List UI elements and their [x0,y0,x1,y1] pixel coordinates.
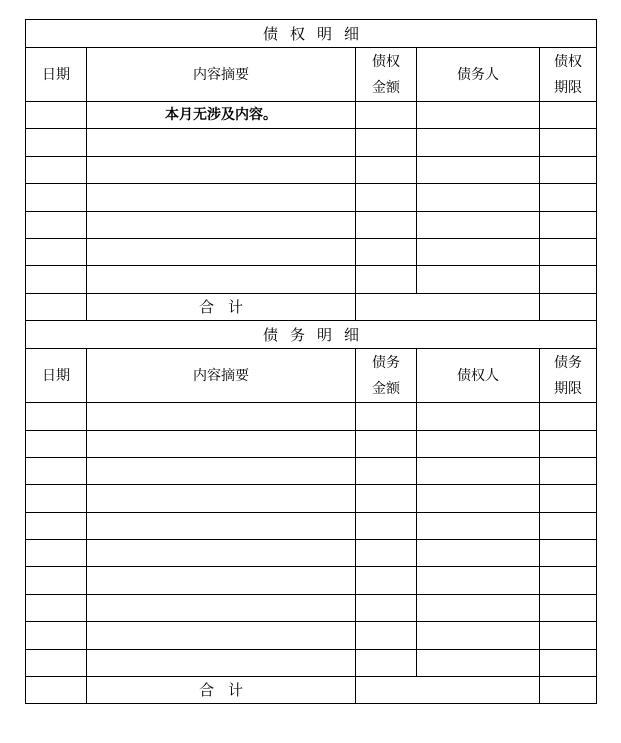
table-row [26,403,597,430]
header-term [540,349,597,403]
cell-amount [356,238,417,265]
header-term-line2: 期限 [554,380,582,397]
ledger-table [25,19,597,704]
total-term-cell [540,677,597,704]
debt-total-label: 合计 [87,677,356,704]
cell-amount [356,403,417,430]
cell-date [26,430,87,457]
cell-term [540,622,597,649]
cell-date [26,266,87,293]
cell-summary [87,622,356,649]
cell-term [540,238,597,265]
table-row [26,211,597,238]
cell-term [540,594,597,621]
table-row [26,102,597,129]
cell-term [540,184,597,211]
cell-amount [356,184,417,211]
header-date: 日期 [26,349,87,403]
cell-amount [356,129,417,156]
cell-amount [356,485,417,512]
cell-summary [87,567,356,594]
cell-term [540,266,597,293]
cell-party [417,622,540,649]
cell-term [540,567,597,594]
cell-date [26,184,87,211]
header-amount [356,48,417,102]
table-row [26,649,597,676]
cell-amount [356,156,417,183]
debt-section-title: 债务明细 [26,321,597,349]
header-party: 债务人 [417,48,540,102]
cell-amount [356,622,417,649]
cell-summary [87,184,356,211]
ledger-document [25,19,596,704]
creditor-total-row [26,293,597,320]
table-row [26,266,597,293]
debt-title-row [26,321,597,349]
cell-term [540,211,597,238]
cell-summary [87,512,356,539]
cell-term [540,540,597,567]
table-row [26,430,597,457]
cell-summary [87,457,356,484]
cell-party [417,457,540,484]
creditor-title-row [26,20,597,48]
table-row [26,156,597,183]
cell-summary [87,594,356,621]
table-row [26,485,597,512]
table-row [26,457,597,484]
cell-term [540,403,597,430]
creditor-header-row [26,48,597,102]
cell-date [26,238,87,265]
cell-summary [87,266,356,293]
cell-summary [87,156,356,183]
cell-amount [356,266,417,293]
cell-date [26,649,87,676]
cell-amount [356,512,417,539]
cell-date [26,567,87,594]
cell-party [417,403,540,430]
header-summary: 内容摘要 [87,48,356,102]
cell-party [417,567,540,594]
cell-summary [87,129,356,156]
creditor-total-value [356,293,540,320]
table-row [26,184,597,211]
cell-summary [87,211,356,238]
table-row [26,512,597,539]
cell-summary [87,649,356,676]
empty-note: 本月无涉及内容。 [87,102,356,129]
total-date-cell [26,293,87,320]
table-row [26,129,597,156]
header-amount-line1: 债务 [372,354,400,371]
header-term-line2: 期限 [554,79,582,96]
cell-date [26,622,87,649]
cell-term [540,156,597,183]
debt-total-value [356,677,540,704]
cell-amount [356,211,417,238]
table-row [26,594,597,621]
cell-party [417,594,540,621]
cell-amount [356,567,417,594]
header-term-line1: 债务 [554,354,582,371]
table-row [26,622,597,649]
cell-summary [87,403,356,430]
header-amount-line1: 债权 [372,53,400,70]
cell-summary [87,238,356,265]
cell-term [540,457,597,484]
cell-party [417,238,540,265]
header-term [540,48,597,102]
cell-amount [356,540,417,567]
debt-total-row [26,677,597,704]
cell-date [26,211,87,238]
cell-date [26,129,87,156]
cell-party [417,485,540,512]
cell-party [417,184,540,211]
debt-header-row [26,349,597,403]
cell-party [417,430,540,457]
cell-term [540,485,597,512]
cell-summary [87,485,356,512]
cell-party [417,102,540,129]
total-term-cell [540,293,597,320]
cell-summary [87,430,356,457]
cell-party [417,649,540,676]
cell-party [417,266,540,293]
cell-date [26,512,87,539]
cell-amount [356,594,417,621]
cell-party [417,156,540,183]
cell-date [26,403,87,430]
cell-party [417,512,540,539]
total-date-cell [26,677,87,704]
cell-amount [356,102,417,129]
cell-date [26,594,87,621]
cell-amount [356,649,417,676]
cell-amount [356,457,417,484]
cell-party [417,129,540,156]
cell-party [417,540,540,567]
table-row [26,567,597,594]
cell-term [540,649,597,676]
header-summary: 内容摘要 [87,349,356,403]
cell-term [540,512,597,539]
cell-date [26,540,87,567]
cell-date [26,485,87,512]
cell-term [540,430,597,457]
cell-date [26,156,87,183]
table-row [26,238,597,265]
cell-summary [87,540,356,567]
cell-party [417,211,540,238]
header-date: 日期 [26,48,87,102]
cell-term [540,102,597,129]
cell-amount [356,430,417,457]
header-amount-line2: 金额 [372,380,400,397]
creditor-section-title: 债权明细 [26,20,597,48]
header-term-line1: 债权 [554,53,582,70]
table-row [26,540,597,567]
creditor-total-label: 合计 [87,293,356,320]
cell-date [26,457,87,484]
header-amount [356,349,417,403]
header-party: 债权人 [417,349,540,403]
cell-term [540,129,597,156]
cell-date [26,102,87,129]
header-amount-line2: 金额 [372,79,400,96]
